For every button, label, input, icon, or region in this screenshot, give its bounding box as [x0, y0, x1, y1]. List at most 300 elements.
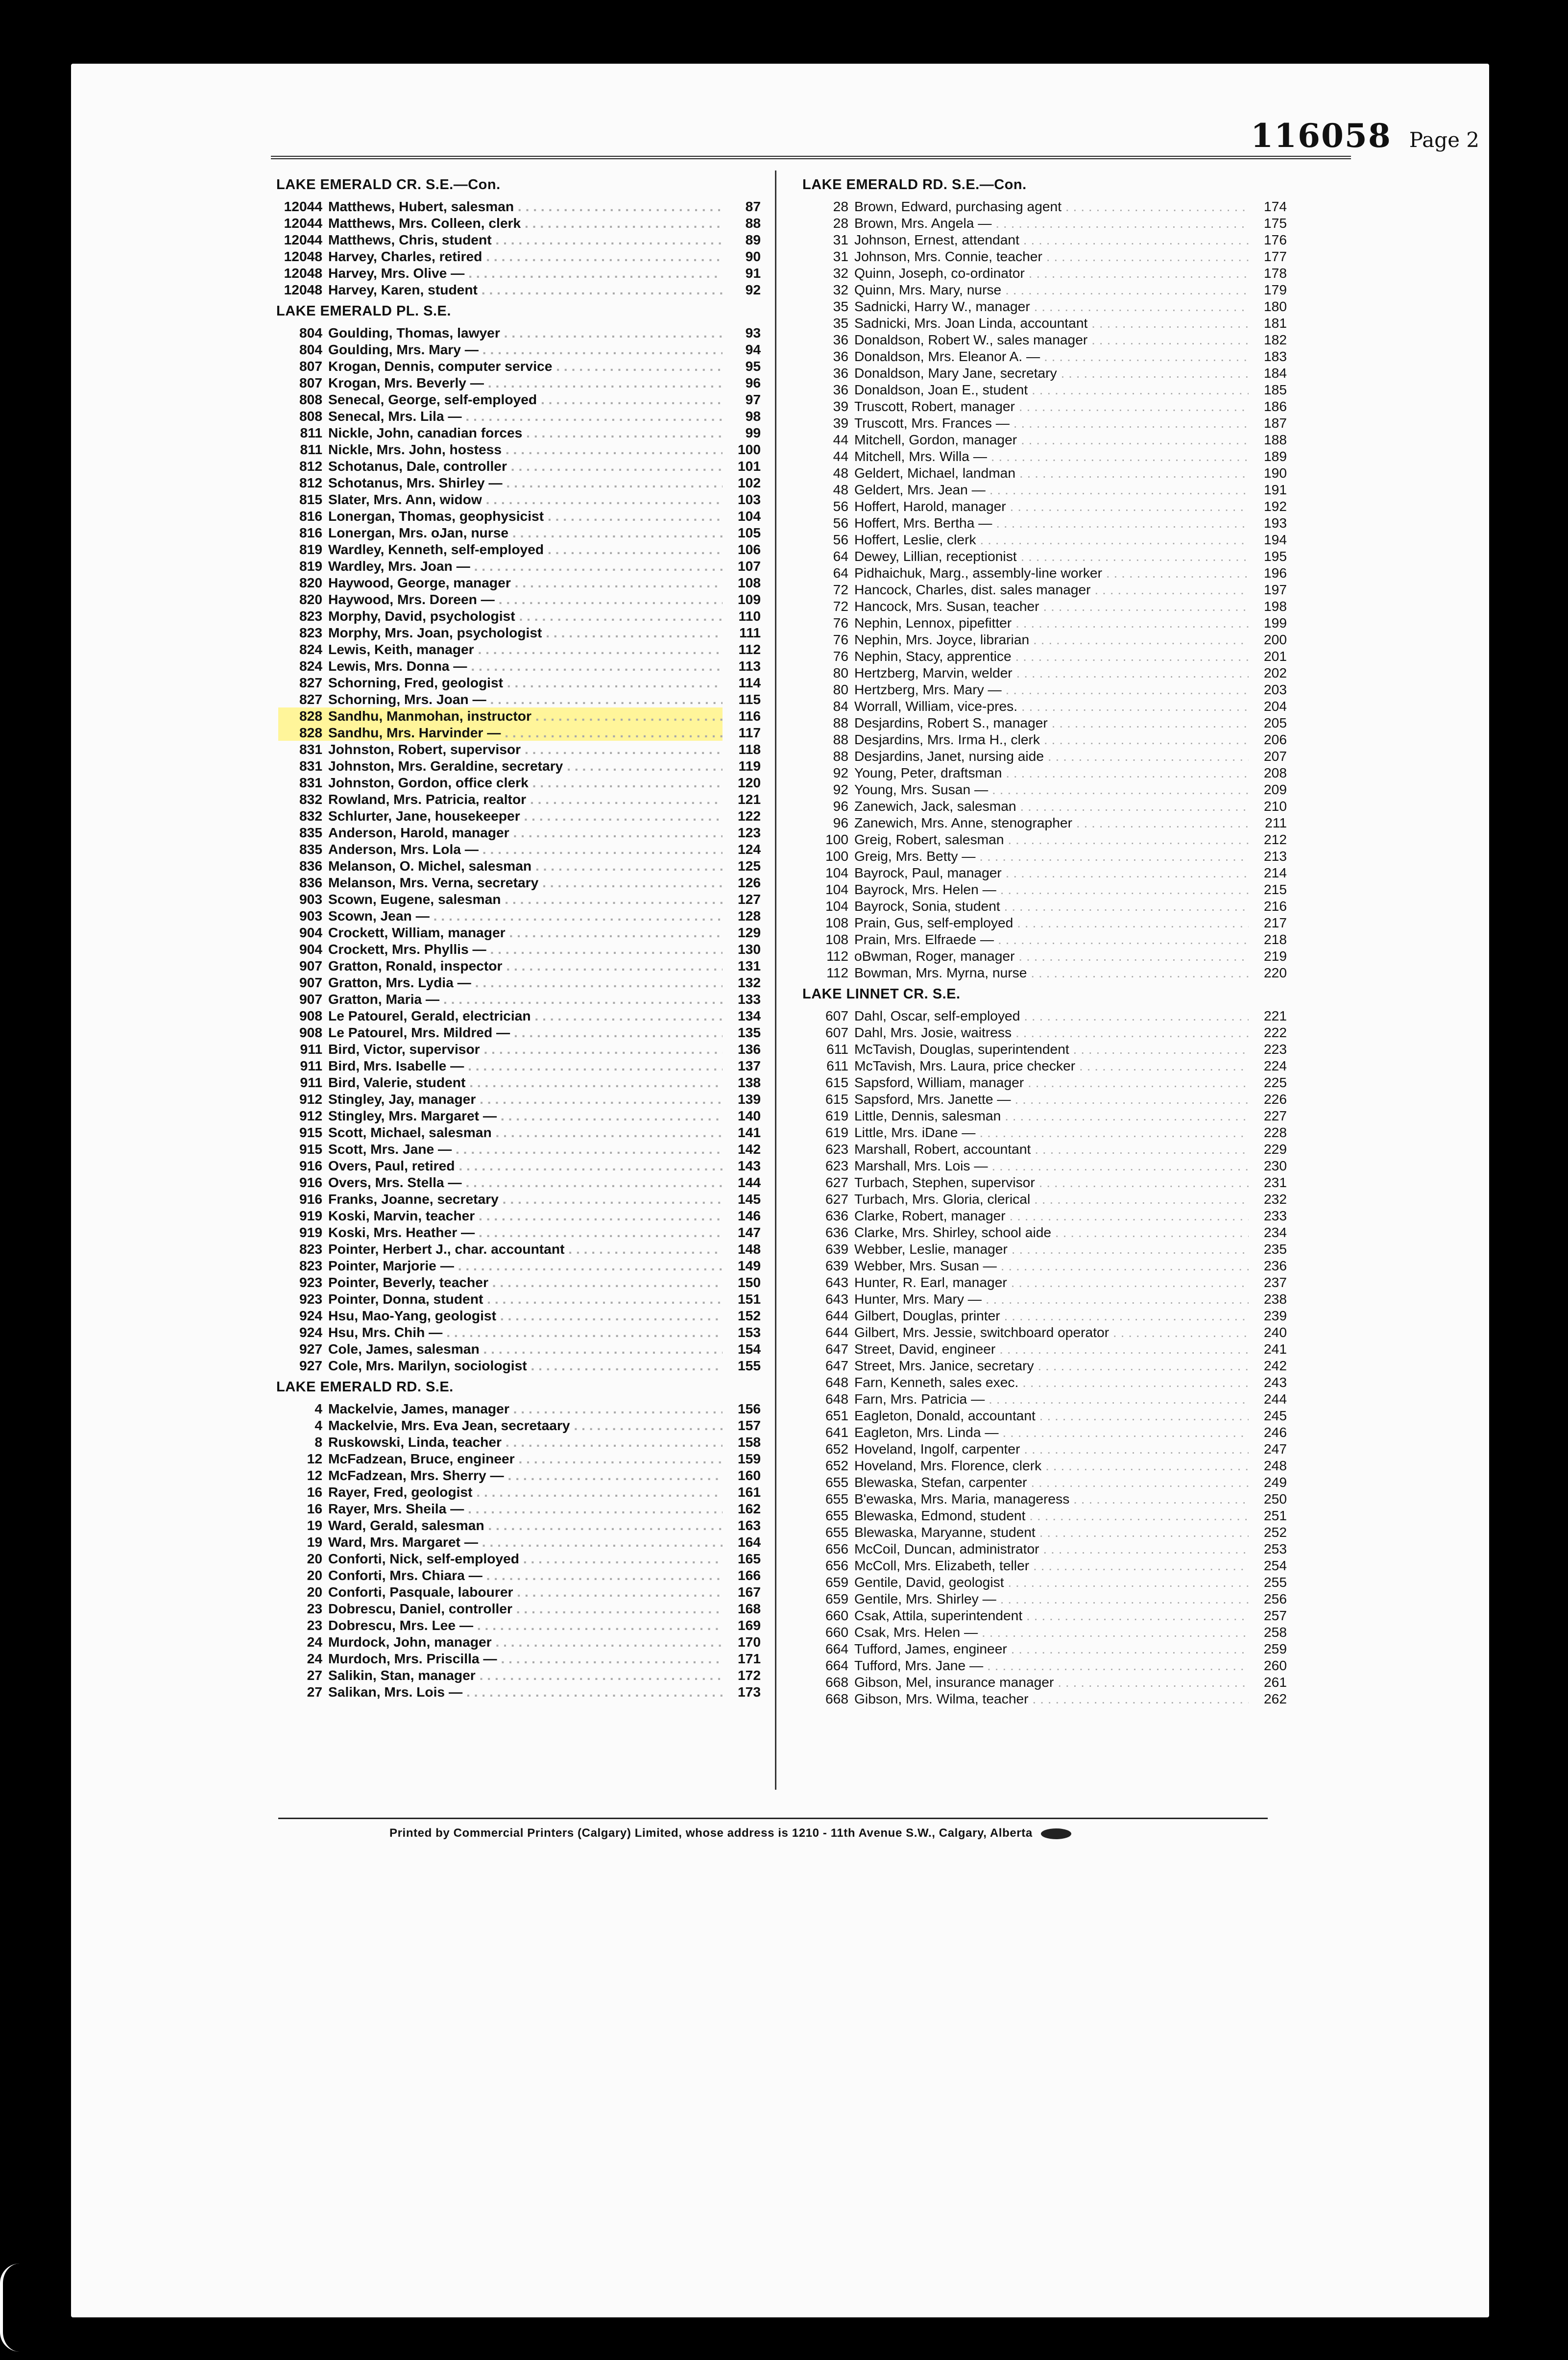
street-heading: LAKE EMERALD CR. S.E.—Con.	[276, 177, 501, 193]
reference-number: 254	[1249, 1557, 1287, 1574]
house-number: 35	[833, 315, 848, 331]
house-number: 836	[299, 875, 322, 890]
resident-name: Melanson, Mrs. Verna, secretary . . .	[328, 874, 723, 891]
resident-name: Sapsford, Mrs. Janette — . . .	[854, 1091, 1249, 1107]
reference-number: 180	[1249, 298, 1287, 315]
house-number: 96	[833, 798, 848, 814]
reference-number: 146	[723, 1207, 761, 1224]
resident-name: Johnston, Gordon, office clerk . . .	[328, 774, 723, 791]
house-number: 16	[307, 1484, 322, 1500]
directory-entry	[804, 1007, 1287, 1024]
house-number: 820	[299, 575, 322, 590]
house-number: 812	[299, 458, 322, 474]
directory-entry	[278, 1124, 761, 1141]
resident-name: Johnson, Ernest, attendant . . .	[854, 231, 1249, 248]
resident-name: Hoveland, Ingolf, carpenter . . .	[854, 1440, 1249, 1457]
resident-name: Geldert, Michael, landman . . .	[854, 464, 1249, 481]
resident-name: Harvey, Mrs. Olive — . . .	[328, 265, 723, 281]
house-number: 12044	[284, 215, 322, 231]
directory-entry	[804, 1624, 1287, 1640]
reference-number: 257	[1249, 1607, 1287, 1624]
resident-name: Bowman, Mrs. Myrna, nurse . . .	[854, 964, 1249, 981]
house-number: 636	[825, 1208, 848, 1223]
directory-entry	[804, 1490, 1287, 1507]
house-number: 804	[299, 341, 322, 357]
directory-entry	[278, 1074, 761, 1091]
column-divider	[775, 170, 776, 1790]
directory-entry	[278, 215, 761, 231]
directory-entry	[804, 265, 1287, 281]
reference-number: 227	[1249, 1107, 1287, 1124]
directory-entry	[804, 498, 1287, 514]
resident-name: Schotanus, Mrs. Shirley — . . .	[328, 474, 723, 491]
directory-entry	[804, 381, 1287, 398]
resident-name: Hertzberg, Mrs. Mary — . . .	[854, 681, 1249, 698]
reference-number: 168	[723, 1600, 761, 1617]
directory-entry	[804, 1141, 1287, 1157]
resident-name: Salikin, Stan, manager . . .	[328, 1667, 723, 1683]
directory-entry	[804, 1474, 1287, 1490]
directory-entry	[278, 1434, 761, 1450]
resident-name: Bird, Mrs. Isabelle — . . .	[328, 1057, 723, 1074]
directory-entry	[278, 1450, 761, 1467]
resident-name: Gilbert, Douglas, printer . . .	[854, 1307, 1249, 1324]
house-number: 836	[299, 858, 322, 874]
house-number: 656	[825, 1557, 848, 1573]
directory-entry	[278, 374, 761, 391]
directory-entry	[804, 864, 1287, 881]
directory-entry	[278, 774, 761, 791]
reference-number: 119	[723, 757, 761, 774]
resident-name: McCoil, Duncan, administrator . . .	[854, 1540, 1249, 1557]
house-number: 36	[833, 348, 848, 364]
house-number: 100	[825, 848, 848, 864]
resident-name: Donaldson, Mary Jane, secretary . . .	[854, 365, 1249, 381]
resident-name: Zanewich, Mrs. Anne, stenographer . . .	[854, 814, 1249, 831]
reference-number: 249	[1249, 1474, 1287, 1490]
reference-number: 150	[723, 1274, 761, 1290]
house-number: 20	[307, 1584, 322, 1600]
resident-name: Overs, Mrs. Stella — . . .	[328, 1174, 723, 1191]
resident-name: Bayrock, Mrs. Helen — . . .	[854, 881, 1249, 898]
directory-entry	[278, 924, 761, 941]
resident-name: Eagleton, Mrs. Linda — . . .	[854, 1424, 1249, 1440]
directory-entry	[278, 891, 761, 907]
house-number: 31	[833, 248, 848, 264]
house-number: 659	[825, 1591, 848, 1606]
house-number: 44	[833, 448, 848, 464]
house-number: 72	[833, 582, 848, 597]
house-number: 48	[833, 465, 848, 481]
reference-number: 178	[1249, 265, 1287, 281]
house-number: 12044	[284, 198, 322, 214]
reference-number: 107	[723, 558, 761, 574]
resident-name: McFadzean, Mrs. Sherry — . . .	[328, 1467, 723, 1484]
reference-number: 160	[723, 1467, 761, 1484]
resident-name: Senecal, Mrs. Lila — . . .	[328, 408, 723, 424]
reference-number: 131	[723, 957, 761, 974]
resident-name: Prain, Gus, self-employed . . .	[854, 914, 1249, 931]
directory-entry	[278, 1357, 761, 1374]
resident-name: Desjardins, Robert S., manager . . .	[854, 714, 1249, 731]
house-number: 664	[825, 1641, 848, 1656]
house-number: 828	[299, 708, 322, 724]
resident-name: Rowland, Mrs. Patricia, realtor . . .	[328, 791, 723, 807]
reference-number: 225	[1249, 1074, 1287, 1091]
directory-entry	[278, 1417, 761, 1434]
house-number: 643	[825, 1291, 848, 1307]
resident-name: Gibson, Mrs. Wilma, teacher . . .	[854, 1690, 1249, 1707]
directory-entry	[804, 1590, 1287, 1607]
house-number: 927	[299, 1358, 322, 1373]
resident-name: Sadnicki, Mrs. Joan Linda, accountant . . .	[854, 315, 1249, 331]
directory-entry	[278, 641, 761, 657]
house-number: 827	[299, 691, 322, 707]
reference-number: 116	[723, 707, 761, 724]
directory-entry	[278, 1207, 761, 1224]
directory-entry	[278, 1007, 761, 1024]
house-number: 655	[825, 1508, 848, 1523]
directory-entry	[804, 831, 1287, 848]
resident-name: Gilbert, Mrs. Jessie, switchboard operator . . .	[854, 1324, 1249, 1340]
directory-entry	[278, 231, 761, 248]
house-number: 20	[307, 1567, 322, 1583]
directory-entry	[278, 1583, 761, 1600]
reference-number: 219	[1249, 948, 1287, 964]
directory-entry	[804, 248, 1287, 265]
reference-number: 199	[1249, 614, 1287, 631]
reference-number: 172	[723, 1667, 761, 1683]
house-number: 812	[299, 475, 322, 490]
resident-name: Schorning, Mrs. Joan — . . .	[328, 691, 723, 707]
directory-entry	[278, 1467, 761, 1484]
resident-name: Hsu, Mao-Yang, geologist . . .	[328, 1307, 723, 1324]
directory-entry	[278, 458, 761, 474]
house-number: 919	[299, 1208, 322, 1223]
house-number: 607	[825, 1008, 848, 1023]
resident-name: Crockett, Mrs. Phyllis — . . .	[328, 941, 723, 957]
resident-name: Morphy, David, psychologist . . .	[328, 608, 723, 624]
directory-entry	[278, 474, 761, 491]
house-number: 12048	[284, 265, 322, 281]
reference-number: 220	[1249, 964, 1287, 981]
reference-number: 247	[1249, 1440, 1287, 1457]
resident-name: Donaldson, Joan E., student . . .	[854, 381, 1249, 398]
resident-name: Scott, Michael, salesman . . .	[328, 1124, 723, 1141]
resident-name: Clarke, Mrs. Shirley, school aide . . .	[854, 1224, 1249, 1241]
resident-name: Gratton, Maria — . . .	[328, 991, 723, 1007]
reference-number: 246	[1249, 1424, 1287, 1440]
house-number: 36	[833, 365, 848, 381]
reference-number: 104	[723, 508, 761, 524]
directory-entry	[804, 781, 1287, 798]
house-number: 807	[299, 358, 322, 374]
reference-number: 233	[1249, 1207, 1287, 1224]
reference-number: 111	[723, 624, 761, 641]
directory-entry	[278, 1307, 761, 1324]
directory-entry	[278, 791, 761, 807]
directory-entry	[278, 824, 761, 841]
reference-number: 228	[1249, 1124, 1287, 1141]
resident-name: Stingley, Mrs. Margaret — . . .	[328, 1107, 723, 1124]
directory-entry	[804, 614, 1287, 631]
top-rule	[271, 156, 1351, 159]
resident-name: oBwman, Roger, manager . . .	[854, 948, 1249, 964]
house-number: 915	[299, 1124, 322, 1140]
house-number: 636	[825, 1224, 848, 1240]
house-number: 916	[299, 1191, 322, 1207]
house-number: 648	[825, 1374, 848, 1390]
directory-entry	[804, 1507, 1287, 1524]
house-number: 76	[833, 632, 848, 647]
resident-name: Le Patourel, Mrs. Mildred — . . .	[328, 1024, 723, 1041]
resident-name: Nephin, Stacy, apprentice . . .	[854, 648, 1249, 664]
house-number: 112	[826, 948, 848, 964]
directory-entry	[804, 1690, 1287, 1707]
resident-name: Gentile, David, geologist . . .	[854, 1574, 1249, 1590]
house-number: 904	[299, 941, 322, 957]
resident-name: Hancock, Charles, dist. sales manager . . .	[854, 581, 1249, 598]
reference-number: 237	[1249, 1274, 1287, 1290]
resident-name: Koski, Marvin, teacher . . .	[328, 1207, 723, 1224]
directory-entry	[804, 1324, 1287, 1340]
house-number: 828	[299, 725, 322, 740]
resident-name: Gibson, Mel, insurance manager . . .	[854, 1674, 1249, 1690]
house-number: 623	[825, 1141, 848, 1157]
printer-logo-icon	[1041, 1828, 1071, 1839]
house-number: 639	[825, 1241, 848, 1257]
reference-number: 197	[1249, 581, 1287, 598]
directory-entry	[804, 681, 1287, 698]
house-number: 804	[299, 325, 322, 341]
resident-name: Gratton, Ronald, inspector . . .	[328, 957, 723, 974]
reference-number: 139	[723, 1091, 761, 1107]
resident-name: Scown, Eugene, salesman . . .	[328, 891, 723, 907]
resident-name: Bayrock, Paul, manager . . .	[854, 864, 1249, 881]
house-number: 911	[300, 1058, 322, 1073]
reference-number: 152	[723, 1307, 761, 1324]
directory-entry	[278, 1174, 761, 1191]
house-number: 36	[833, 332, 848, 347]
directory-entry	[278, 841, 761, 857]
directory-entry	[278, 248, 761, 265]
directory-entry	[804, 1657, 1287, 1674]
house-number: 12	[307, 1451, 322, 1466]
resident-name: Nickle, Mrs. John, hostess . . .	[328, 441, 723, 458]
street-heading: LAKE EMERALD RD. S.E.—Con.	[802, 177, 1027, 193]
reference-number: 103	[723, 491, 761, 508]
house-number: 808	[299, 408, 322, 424]
resident-name: Quinn, Mrs. Mary, nurse . . .	[854, 281, 1249, 298]
directory-entry	[804, 1557, 1287, 1574]
house-number: 819	[299, 558, 322, 574]
reference-number: 164	[723, 1533, 761, 1550]
reference-number: 123	[723, 824, 761, 841]
resident-name: Hoffert, Leslie, clerk . . .	[854, 531, 1249, 548]
directory-entry	[278, 807, 761, 824]
house-number: 660	[825, 1607, 848, 1623]
directory-entry	[278, 1500, 761, 1517]
house-number: 611	[826, 1041, 848, 1057]
house-number: 656	[825, 1541, 848, 1557]
directory-entry	[278, 1041, 761, 1057]
directory-entry	[278, 657, 761, 674]
resident-name: Bayrock, Sonia, student . . .	[854, 898, 1249, 914]
directory-entry	[278, 1633, 761, 1650]
house-number: 8	[314, 1434, 322, 1450]
resident-name: Webber, Leslie, manager . . .	[854, 1241, 1249, 1257]
reference-number: 200	[1249, 631, 1287, 648]
directory-entry	[804, 631, 1287, 648]
resident-name: Franks, Joanne, secretary . . .	[328, 1191, 723, 1207]
house-number: 912	[299, 1091, 322, 1107]
resident-name: Dobrescu, Daniel, controller . . .	[328, 1600, 723, 1617]
directory-entry	[804, 1041, 1287, 1057]
resident-name: Haywood, George, manager . . .	[328, 574, 723, 591]
house-number: 619	[825, 1108, 848, 1123]
right-column	[804, 176, 1287, 1707]
resident-name: Slater, Mrs. Ann, widow . . .	[328, 491, 723, 508]
directory-entry	[804, 1674, 1287, 1690]
resident-name: Lewis, Mrs. Donna — . . .	[328, 657, 723, 674]
house-number: 80	[833, 681, 848, 697]
directory-entry	[804, 1390, 1287, 1407]
house-number: 832	[299, 791, 322, 807]
house-number: 28	[833, 215, 848, 231]
resident-name: Pointer, Beverly, teacher . . .	[328, 1274, 723, 1290]
reference-number: 191	[1249, 481, 1287, 498]
reference-number: 132	[723, 974, 761, 991]
house-number: 648	[825, 1391, 848, 1407]
house-number: 12048	[284, 248, 322, 264]
reference-number: 130	[723, 941, 761, 957]
directory-entry	[804, 731, 1287, 748]
reference-number: 163	[723, 1517, 761, 1533]
reference-number: 105	[723, 524, 761, 541]
resident-name: Lonergan, Mrs. oJan, nurse . . .	[328, 524, 723, 541]
reference-number: 112	[723, 641, 761, 657]
directory-entry	[278, 1057, 761, 1074]
house-number: 27	[307, 1684, 322, 1700]
directory-entry	[278, 1340, 761, 1357]
reference-number: 195	[1249, 548, 1287, 564]
directory-entry	[804, 1207, 1287, 1224]
resident-name: Turbach, Mrs. Gloria, clerical . . .	[854, 1191, 1249, 1207]
house-number: 816	[299, 508, 322, 524]
directory-entry	[278, 541, 761, 558]
house-number: 20	[307, 1551, 322, 1566]
directory-entry	[278, 1533, 761, 1550]
resident-name: Hoveland, Mrs. Florence, clerk . . .	[854, 1457, 1249, 1474]
resident-name: Le Patourel, Gerald, electrician . . .	[328, 1007, 723, 1024]
reference-number: 229	[1249, 1141, 1287, 1157]
resident-name: Wardley, Mrs. Joan — . . .	[328, 558, 723, 574]
resident-name: Overs, Paul, retired . . .	[328, 1157, 723, 1174]
house-number: 24	[307, 1634, 322, 1650]
reference-number: 125	[723, 857, 761, 874]
directory-entry	[278, 757, 761, 774]
resident-name: Csak, Attila, superintendent . . .	[854, 1607, 1249, 1624]
house-number: 659	[825, 1574, 848, 1590]
directory-entry	[804, 1607, 1287, 1624]
house-number: 912	[299, 1108, 322, 1123]
house-number: 56	[833, 498, 848, 514]
house-number: 28	[833, 198, 848, 214]
reference-number: 100	[723, 441, 761, 458]
reference-number: 171	[723, 1650, 761, 1667]
resident-name: Scott, Mrs. Jane — . . .	[328, 1141, 723, 1157]
house-number: 824	[299, 658, 322, 674]
house-number: 808	[299, 391, 322, 407]
directory-entry	[804, 581, 1287, 598]
reference-number: 214	[1249, 864, 1287, 881]
directory-entry	[278, 957, 761, 974]
resident-name: Conforti, Pasquale, labourer . . .	[328, 1583, 723, 1600]
reference-number: 161	[723, 1484, 761, 1500]
resident-name: Nephin, Lennox, pipefitter . . .	[854, 614, 1249, 631]
resident-name: Scown, Jean — . . .	[328, 907, 723, 924]
resident-name: Cole, Mrs. Marilyn, sociologist . . .	[328, 1357, 723, 1374]
directory-entry	[804, 1074, 1287, 1091]
house-number: 4	[314, 1401, 322, 1416]
directory-entry	[804, 648, 1287, 664]
resident-name: Donaldson, Robert W., sales manager . . .	[854, 331, 1249, 348]
resident-name: Nephin, Mrs. Joyce, librarian . . .	[854, 631, 1249, 648]
directory-entry	[804, 1457, 1287, 1474]
reference-number: 159	[723, 1450, 761, 1467]
directory-entry	[278, 1024, 761, 1041]
resident-name: Hoffert, Harold, manager . . .	[854, 498, 1249, 514]
house-number: 644	[825, 1324, 848, 1340]
directory-entry	[278, 1324, 761, 1340]
reference-number: 235	[1249, 1241, 1287, 1257]
resident-name: Little, Dennis, salesman . . .	[854, 1107, 1249, 1124]
directory-entry	[804, 448, 1287, 464]
directory-entry	[804, 764, 1287, 781]
house-number: 16	[307, 1501, 322, 1516]
resident-name: Johnson, Mrs. Connie, teacher . . .	[854, 248, 1249, 265]
reference-number: 87	[723, 198, 761, 215]
reference-number: 176	[1249, 231, 1287, 248]
reference-number: 187	[1249, 414, 1287, 431]
resident-name: Johnston, Robert, supervisor . . .	[328, 741, 723, 757]
resident-name: Truscott, Mrs. Frances — . . .	[854, 414, 1249, 431]
house-number: 92	[833, 765, 848, 780]
directory-entry	[804, 1191, 1287, 1207]
house-number: 823	[299, 1241, 322, 1257]
reference-number: 205	[1249, 714, 1287, 731]
resident-name: Eagleton, Donald, accountant . . .	[854, 1407, 1249, 1424]
reference-number: 189	[1249, 448, 1287, 464]
house-number: 12044	[284, 232, 322, 247]
directory-entry	[278, 1617, 761, 1633]
reference-number: 224	[1249, 1057, 1287, 1074]
resident-name: Krogan, Dennis, computer service . . .	[328, 358, 723, 374]
directory-entry	[804, 1274, 1287, 1290]
resident-name: Desjardins, Mrs. Irma H., clerk . . .	[854, 731, 1249, 748]
directory-entry	[278, 1484, 761, 1500]
house-number: 44	[833, 432, 848, 447]
house-number: 823	[299, 1258, 322, 1273]
directory-entry	[278, 1141, 761, 1157]
directory-entry	[278, 1274, 761, 1290]
house-number: 615	[825, 1074, 848, 1090]
directory-entry	[278, 1191, 761, 1207]
house-number: 607	[825, 1024, 848, 1040]
house-number: 88	[833, 748, 848, 764]
resident-name: Wardley, Kenneth, self-employed . . .	[328, 541, 723, 558]
reference-number: 129	[723, 924, 761, 941]
